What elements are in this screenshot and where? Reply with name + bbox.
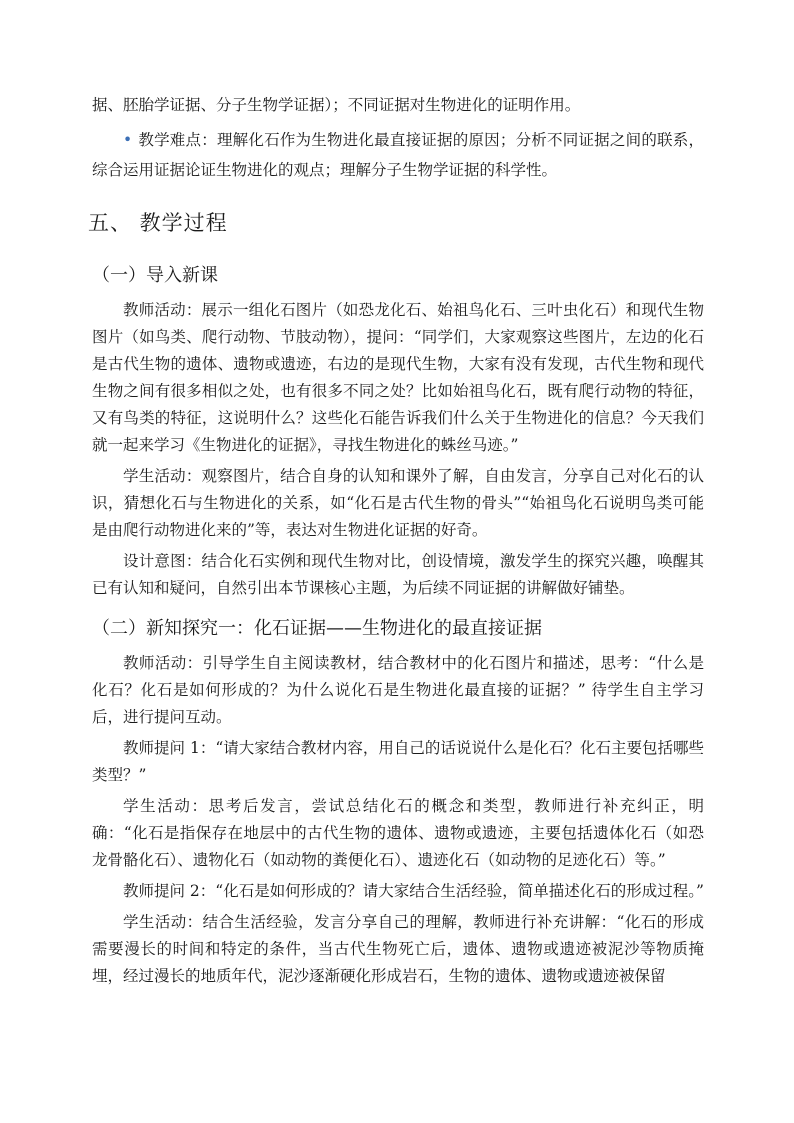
paragraph-teacher-activity: 教师活动：展示一组化石图片（如恐龙化石、始祖鸟化石、三叶虫化石）和现代生物图片（如鸟类、爬行动物、节肢动物），提问：“同学们，大家观察这些图片，左边的化石是古代生物的遗体、遗物或遗迹，右边的是现代生物，大家有没有发现，古代生物和现代生物之间有很多相似之处，也有很多不同之处？比如始祖鸟化石，既有爬行动物的特征，又有鸟类的特征，这说明什么？这些化石能告诉我们什么关于生物进化的信息？今天我们就一起来学习《生物进化的证据》，寻找生物进化的蛛丝马迹。”: [92, 301, 704, 454]
paragraph-student-activity: 学生活动：观察图片，结合自身的认知和课外了解，自由发言，分享自己对化石的认识，猜想化石与生物进化的关系，如“化石是古代生物的骨头”“始祖鸟化石说明鸟类可能是由爬行动物进化来的”等，表达对生物进化证据的好奇。: [92, 467, 704, 539]
paragraph-question-1: 教师提问 1：“请大家结合教材内容，用自己的话说说什么是化石？化石主要包括哪些类型？”: [92, 739, 704, 784]
paragraph-continuation: 据、胚胎学证据、分子生物学证据）；不同证据对生物进化的证明作用。: [92, 96, 581, 114]
section-heading-teaching-process: 五、 教学过程: [88, 211, 228, 235]
teaching-difficulty-text: 教学难点：理解化石作为生物进化最直接证据的原因；分析不同证据之间的联系，综合运用证据论证生物进化的观点；理解分子生物学证据的科学性。: [92, 131, 704, 179]
paragraph-answer-2: 学生活动：结合生活经验，发言分享自己的理解，教师进行补充讲解：“化石的形成需要漫长的时间和特定的条件，当古代生物死亡后，遗体、遗物或遗迹被泥沙等物质掩埋，经过漫长的地质年代，泥沙逐渐硬化形成岩石，生物的遗体、遗物或遗迹被保留: [92, 913, 704, 985]
paragraph-teacher-guide: 教师活动：引导学生自主阅读教材，结合教材中的化石图片和描述，思考：“什么是化石？化石是如何形成的？为什么说化石是生物进化最直接的证据？” 待学生自主学习后，进行提问互动。: [92, 654, 704, 726]
bullet-icon: •: [123, 131, 133, 149]
paragraph-question-2: 教师提问 2：“化石是如何形成的？请大家结合生活经验，简单描述化石的形成过程。”: [123, 882, 704, 900]
page-content: [88, 92, 704, 990]
subheading-fossil-evidence: （二）新知探究一：化石证据——生物进化的最直接证据: [92, 618, 542, 639]
subheading-intro: （一）导入新课: [92, 265, 218, 286]
teaching-difficulty-item: [92, 125, 704, 185]
paragraph-answer-1: 学生活动：思考后发言，尝试总结化石的概念和类型，教师进行补充纠正，明确：“化石是指保存在地层中的古代生物的遗体、遗物或遗迹，主要包括遗体化石（如恐龙骨骼化石）、遗物化石（如动物的粪便化石）、遗迹化石（如动物的足迹化石）等。”: [92, 797, 704, 869]
paragraph-design-intent: 设计意图：结合化石实例和现代生物对比，创设情境，激发学生的探究兴趣，唤醒其已有认知和疑问，自然引出本节课核心主题，为后续不同证据的讲解做好铺垫。: [92, 552, 704, 597]
